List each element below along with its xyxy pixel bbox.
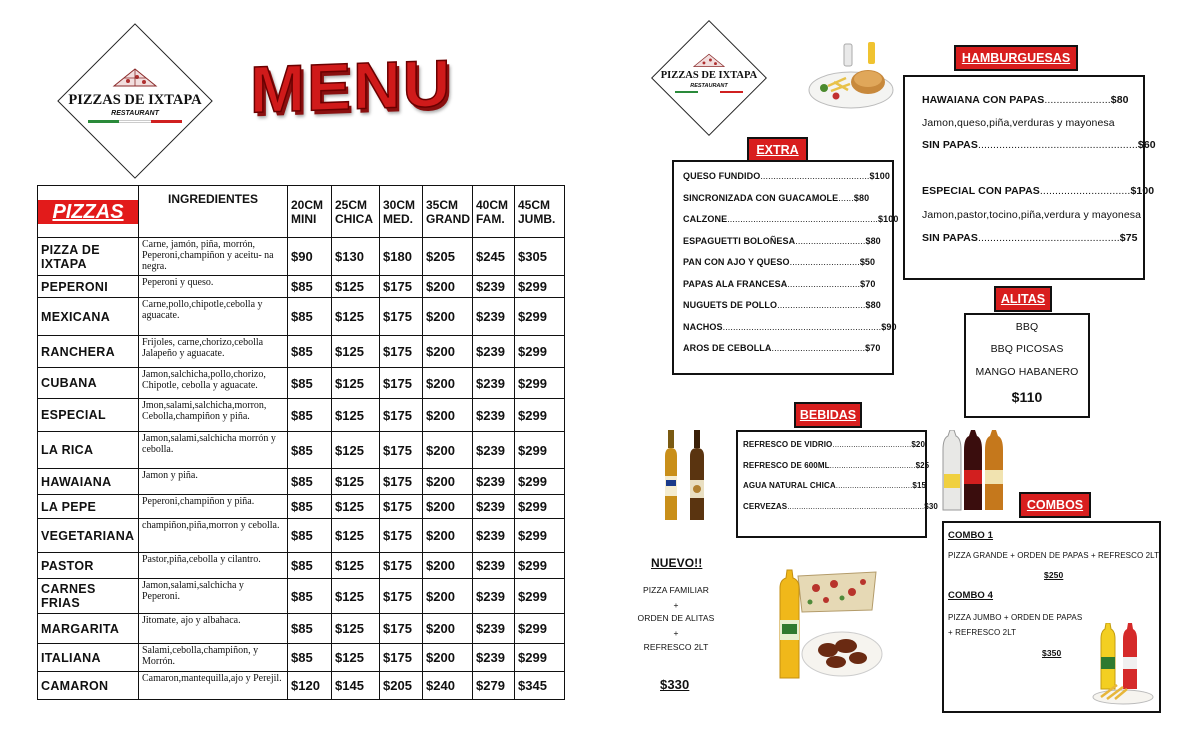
menu-item-line — [743, 440, 925, 449]
item-dots: .................................. — [832, 440, 912, 449]
pizza-price: $239 — [473, 553, 515, 579]
extra-box — [672, 160, 899, 375]
pizza-ingredients: Jamon,salchicha,pollo,chorizo, Chipotle, cebolla y aguacate. — [139, 368, 288, 399]
pizza-price: $279 — [473, 672, 515, 700]
pizza-name: RANCHERA — [38, 336, 139, 368]
pizza-row — [38, 432, 565, 469]
item-name: SINCRONIZADA CON GUACAMOLE — [683, 192, 839, 203]
logo-main — [58, 22, 212, 180]
pizza-price: $239 — [473, 336, 515, 368]
pizza-name: VEGETARIANA — [38, 519, 139, 553]
bebidas-header: BEBIDAS — [794, 402, 862, 428]
pizza-alitas-combo-image — [768, 568, 886, 684]
pizza-ingredients: Jmon,salami,salchicha,morron, Cebolla,champiñon y piña. — [139, 399, 288, 432]
menu-item-line — [683, 322, 897, 332]
alitas-price: $110 — [1011, 389, 1043, 405]
pizza-name: CARNES FRIAS — [38, 579, 139, 614]
pizza-price: $85 — [288, 336, 332, 368]
nuevo-price: $330 — [660, 677, 690, 692]
item-price: $30 — [924, 501, 938, 511]
menu-item-line — [743, 502, 938, 511]
nuevo-title: NUEVO!! — [651, 556, 703, 570]
pizza-price: $200 — [423, 553, 473, 579]
pizza-ingredients: Carne, jamón, piña, morrón, Peperoni,champiñon y aceitu- na negra. — [139, 238, 288, 276]
hamburguesa-especial-sin-line — [922, 232, 1138, 244]
size-header — [288, 186, 332, 238]
combo-4-desc: PIZZA JUMBO + ORDEN DE PAPAS — [948, 613, 1083, 622]
size-cm: 35CM — [426, 197, 459, 212]
size-cm: 40CM — [476, 197, 509, 212]
pizza-row — [38, 553, 565, 579]
alitas-header: ALITAS — [994, 286, 1052, 312]
menu-item-line — [683, 279, 875, 289]
pizza-price: $200 — [423, 298, 473, 336]
pizza-price: $299 — [515, 399, 565, 432]
pizza-price: $85 — [288, 298, 332, 336]
pizzas-badge: PIZZAS — [37, 200, 139, 224]
item-dots: ............................................................. — [722, 321, 882, 332]
item-dots: ..................................... — [829, 460, 916, 470]
menu-item-line — [683, 300, 881, 310]
combo-food-image — [1089, 623, 1157, 705]
pizza-price: $299 — [515, 336, 565, 368]
pizza-price: $299 — [515, 276, 565, 298]
menu-item-line — [743, 461, 929, 470]
pizza-price: $175 — [380, 399, 423, 432]
pizza-price: $299 — [515, 614, 565, 644]
item-dots: .................................... — [771, 343, 866, 353]
logo-small — [651, 20, 767, 136]
pizza-row — [38, 336, 565, 368]
item-price: $100 — [1130, 185, 1155, 197]
alitas-flavor: BBQ PICOSAS — [990, 343, 1064, 355]
pizza-price: $299 — [515, 644, 565, 672]
hamburguesa-hawaiana-desc: Jamon,queso,piña,verduras y mayonesa — [922, 117, 1115, 129]
pizza-price: $239 — [473, 495, 515, 519]
size-header — [380, 186, 423, 238]
nuevo-line: ORDEN DE ALITAS — [637, 613, 715, 623]
nuevo-line: + — [673, 600, 679, 610]
size-header — [515, 186, 565, 238]
pizza-price: $85 — [288, 495, 332, 519]
alitas-flavor: MANGO HABANERO — [975, 366, 1079, 378]
pizza-ingredients: Pastor,piña,cebolla y cilantro. — [139, 553, 288, 579]
alitas-flavor: BBQ — [1015, 321, 1039, 333]
pizza-price: $200 — [423, 579, 473, 614]
pizza-price: $239 — [473, 399, 515, 432]
item-price: $15 — [912, 481, 927, 490]
pizza-price: $200 — [423, 519, 473, 553]
pizza-price: $125 — [332, 644, 380, 672]
extra-header: EXTRA — [747, 137, 808, 163]
pizza-price: $85 — [288, 469, 332, 495]
pizza-price: $200 — [423, 469, 473, 495]
pizza-price: $299 — [515, 495, 565, 519]
flag-stripe — [88, 120, 182, 123]
size-header — [332, 186, 380, 238]
pizza-ingredients: Jamon y piña. — [139, 469, 288, 495]
pizza-price: $239 — [473, 368, 515, 399]
pizza-price: $239 — [473, 469, 515, 495]
pizza-price: $125 — [332, 553, 380, 579]
item-price: $100 — [869, 171, 890, 181]
pizza-price: $125 — [332, 432, 380, 469]
burger-plate-image — [806, 38, 896, 110]
pizza-price: $125 — [332, 579, 380, 614]
hamburguesa-especial-line — [922, 185, 1154, 197]
size-label: GRAND — [426, 211, 470, 226]
item-price: $50 — [859, 257, 876, 267]
pizza-price: $85 — [288, 399, 332, 432]
pizza-row — [38, 614, 565, 644]
pizza-price: $175 — [380, 495, 423, 519]
item-dots: .......................................... — [760, 171, 870, 181]
pizza-name: CUBANA — [38, 368, 139, 399]
logo-subtitle: RESTAURANT — [690, 83, 728, 89]
pizza-row — [38, 644, 565, 672]
item-dots: ............................ — [787, 278, 861, 289]
item-name: REFRESCO DE 600ML — [743, 460, 830, 470]
item-name: HAWAIANA CON PAPAS — [922, 94, 1045, 106]
pizza-price: $85 — [288, 553, 332, 579]
item-price: $70 — [860, 278, 876, 289]
pizza-row — [38, 469, 565, 495]
item-name: ESPECIAL CON PAPAS — [922, 185, 1040, 197]
pizza-ingredients: Jamon,salami,salchicha morrón y cebolla. — [139, 432, 288, 469]
size-label: MED. — [383, 211, 413, 226]
item-price: $20 — [911, 440, 926, 449]
pizza-price: $239 — [473, 614, 515, 644]
pizza-price: $200 — [423, 432, 473, 469]
logo-subtitle: RESTAURANT — [111, 110, 159, 117]
pizza-row — [38, 399, 565, 432]
combo-1-desc: PIZZA GRANDE + ORDEN DE PAPAS + REFRESCO 2LT — [948, 551, 1160, 560]
pizza-price: $200 — [423, 336, 473, 368]
pizza-price: $85 — [288, 368, 332, 399]
pizza-price: $175 — [380, 432, 423, 469]
beer-bottles-image — [662, 430, 714, 522]
item-name: CERVEZAS — [743, 501, 788, 511]
item-dots: .............................. — [1039, 185, 1131, 197]
ingredients-header: INGREDIENTES — [139, 186, 288, 238]
flag-stripe — [675, 91, 743, 93]
size-label: FAM. — [476, 211, 505, 226]
pizza-price: $125 — [332, 399, 380, 432]
pizza-price: $299 — [515, 298, 565, 336]
soda-bottles-image — [938, 430, 1008, 512]
item-price: $80 — [853, 192, 870, 203]
pizza-row — [38, 276, 565, 298]
item-price: $80 — [865, 235, 881, 246]
pizza-price: $345 — [515, 672, 565, 700]
size-header — [423, 186, 473, 238]
pizza-row — [38, 672, 565, 700]
pizza-price: $299 — [515, 519, 565, 553]
item-price: $100 — [878, 214, 899, 224]
pizza-price: $200 — [423, 495, 473, 519]
pizza-price: $180 — [380, 238, 423, 276]
hamburguesa-hawaiana-line — [922, 94, 1129, 106]
pizza-price: $125 — [332, 495, 380, 519]
pizza-price: $125 — [332, 368, 380, 399]
pizza-price: $145 — [332, 672, 380, 700]
pizza-name: PEPERONI — [38, 276, 139, 298]
menu-title: MENU — [250, 45, 453, 127]
pizza-table — [37, 185, 565, 700]
pizza-price: $239 — [473, 579, 515, 614]
combos-header: COMBOS — [1019, 492, 1091, 518]
pizza-price: $85 — [288, 276, 332, 298]
pizza-price: $85 — [288, 644, 332, 672]
pizza-price: $125 — [332, 276, 380, 298]
menu-item-line — [743, 481, 926, 490]
item-dots: ........................... — [795, 235, 866, 246]
pizza-price: $239 — [473, 276, 515, 298]
pizza-price: $175 — [380, 469, 423, 495]
pizza-price: $175 — [380, 579, 423, 614]
pizza-price: $299 — [515, 368, 565, 399]
pizza-price: $245 — [473, 238, 515, 276]
pizza-table-body — [38, 238, 565, 700]
item-price: $25 — [915, 460, 930, 470]
hamburguesa-hawaiana-sin-line — [922, 139, 1156, 151]
item-name: CALZONE — [683, 214, 728, 224]
pizza-name: MARGARITA — [38, 614, 139, 644]
combos-box — [942, 521, 1161, 713]
pizza-price: $175 — [380, 276, 423, 298]
pizza-price: $200 — [423, 276, 473, 298]
pizza-name: ESPECIAL — [38, 399, 139, 432]
item-name: REFRESCO DE VIDRIO — [743, 440, 833, 449]
menu-item-line — [683, 236, 881, 246]
pizza-price: $239 — [473, 298, 515, 336]
menu-item-line — [683, 171, 890, 181]
item-price: $70 — [865, 343, 881, 353]
size-cm: 30CM — [383, 197, 416, 212]
pizza-price: $175 — [380, 368, 423, 399]
pizza-name: PASTOR — [38, 553, 139, 579]
item-price: $60 — [1137, 139, 1156, 151]
hamburguesas-box — [903, 75, 1156, 280]
pizzas-badge-cell — [38, 186, 139, 238]
pizza-ingredients: Jitomate, ajo y albahaca. — [139, 614, 288, 644]
item-name: NACHOS — [683, 321, 723, 332]
combo-4-title: COMBO 4 — [948, 590, 994, 601]
size-header — [473, 186, 515, 238]
pizza-price: $90 — [288, 238, 332, 276]
menu-item-line — [683, 193, 869, 203]
item-dots: ........................................................... — [787, 501, 925, 511]
pizza-price: $200 — [423, 368, 473, 399]
nuevo-line: + — [673, 628, 679, 638]
pizza-price: $200 — [423, 614, 473, 644]
item-name: PAN CON AJO Y QUESO — [683, 257, 790, 267]
item-dots: ............................................... — [977, 232, 1120, 244]
item-price: $80 — [1110, 94, 1129, 106]
item-name: SIN PAPAS — [922, 139, 978, 151]
menu-item-line — [683, 214, 898, 224]
pizza-price: $175 — [380, 553, 423, 579]
pizza-name: MEXICANA — [38, 298, 139, 336]
combo-1-price: $250 — [1044, 570, 1064, 580]
pizza-price: $175 — [380, 298, 423, 336]
pizza-price: $200 — [423, 644, 473, 672]
bebidas-box — [736, 430, 938, 538]
pizza-price: $299 — [515, 579, 565, 614]
item-dots: ..................................................... — [977, 139, 1138, 151]
pizza-row — [38, 368, 565, 399]
pizza-name: LA RICA — [38, 432, 139, 469]
pizza-price: $299 — [515, 432, 565, 469]
pizza-row — [38, 495, 565, 519]
item-dots: ...... — [838, 192, 854, 203]
item-name: PAPAS ALA FRANCESA — [683, 278, 788, 289]
pizza-price: $125 — [332, 298, 380, 336]
pizza-price: $239 — [473, 519, 515, 553]
size-label: CHICA — [335, 211, 373, 226]
pizza-name: CAMARON — [38, 672, 139, 700]
size-cm: 45CM — [518, 197, 551, 212]
pizza-ingredients: Carne,pollo,chipotle,cebolla y aguacate. — [139, 298, 288, 336]
size-label: MINI — [291, 211, 317, 226]
pizza-price: $205 — [423, 238, 473, 276]
hamburguesas-header: HAMBURGUESAS — [954, 45, 1078, 71]
pizza-price: $299 — [515, 553, 565, 579]
pizza-price: $120 — [288, 672, 332, 700]
pizza-price: $85 — [288, 519, 332, 553]
item-name: AGUA NATURAL CHICA — [743, 481, 836, 490]
logo-name: PIZZAS DE IXTAPA — [68, 92, 202, 108]
pizza-price: $85 — [288, 432, 332, 469]
pizza-row — [38, 298, 565, 336]
size-cm: 25CM — [335, 197, 368, 212]
pizza-name: ITALIANA — [38, 644, 139, 672]
pizza-ingredients: champiñon,piña,morron y cebolla. — [139, 519, 288, 553]
item-dots: ........................... — [789, 257, 860, 267]
pizza-price: $175 — [380, 644, 423, 672]
item-price: $80 — [865, 300, 881, 310]
pizza-price: $200 — [423, 399, 473, 432]
pizza-price: $305 — [515, 238, 565, 276]
item-dots: .......................................................... — [727, 214, 879, 224]
logo-name: PIZZAS DE IXTAPA — [660, 70, 758, 81]
pizza-price: $125 — [332, 469, 380, 495]
pizza-slices-icon — [691, 52, 727, 68]
pizza-price: $239 — [473, 644, 515, 672]
pizza-slices-icon — [110, 66, 160, 88]
pizza-price: $299 — [515, 469, 565, 495]
pizza-price: $175 — [380, 519, 423, 553]
pizza-ingredients: Frijoles, carne,chorizo,cebolla Jalapeño y aguacate. — [139, 336, 288, 368]
pizza-price: $125 — [332, 336, 380, 368]
pizza-ingredients: Peperoni y queso. — [139, 276, 288, 298]
menu-item-line — [683, 343, 880, 353]
pizza-price: $240 — [423, 672, 473, 700]
pizza-ingredients: Salami,cebolla,champiñon, y Morrón. — [139, 644, 288, 672]
pizza-row — [38, 519, 565, 553]
pizza-ingredients: Jamon,salami,salchicha y Peperoni. — [139, 579, 288, 614]
pizza-price: $175 — [380, 336, 423, 368]
item-dots: ................................. — [835, 481, 913, 490]
pizza-price: $85 — [288, 579, 332, 614]
nuevo-line: REFRESCO 2LT — [643, 642, 709, 652]
item-name: ESPAGUETTI BOLOÑESA — [683, 235, 796, 246]
combo-1-title: COMBO 1 — [948, 530, 994, 541]
item-name: AROS DE CEBOLLA — [683, 343, 772, 353]
pizza-ingredients: Peperoni,champiñon y piña. — [139, 495, 288, 519]
item-dots: ...................... — [1044, 94, 1111, 106]
pizza-name: HAWAIANA — [38, 469, 139, 495]
item-price: $90 — [881, 321, 897, 332]
pizza-price: $85 — [288, 614, 332, 644]
size-label: JUMB. — [518, 211, 556, 226]
pizza-row — [38, 579, 565, 614]
pizza-price: $205 — [380, 672, 423, 700]
item-name: SIN PAPAS — [922, 232, 978, 244]
hamburguesa-especial-desc: Jamon,pastor,tocino,piña,verdura y mayonesa — [922, 209, 1142, 221]
pizza-price: $125 — [332, 614, 380, 644]
pizza-name: LA PEPE — [38, 495, 139, 519]
menu-item-line — [683, 257, 875, 267]
nuevo-line: PIZZA FAMILIAR — [642, 585, 710, 595]
combo-4-desc: + REFRESCO 2LT — [948, 628, 1017, 637]
item-name: QUESO FUNDIDO — [683, 171, 761, 181]
item-price: $75 — [1119, 232, 1138, 244]
pizza-price: $125 — [332, 519, 380, 553]
combo-4-price: $350 — [1042, 648, 1062, 658]
pizza-price: $130 — [332, 238, 380, 276]
pizza-name: PIZZA DE IXTAPA — [38, 238, 139, 276]
item-name: NUGUETS DE POLLO — [683, 300, 778, 310]
pizza-ingredients: Camaron,mantequilla,ajo y Perejil. — [139, 672, 288, 700]
item-dots: .................................. — [777, 300, 866, 310]
pizza-row — [38, 238, 565, 276]
size-cm: 20CM — [291, 197, 324, 212]
alitas-box — [964, 313, 1090, 418]
pizza-price: $175 — [380, 614, 423, 644]
pizza-price: $239 — [473, 432, 515, 469]
